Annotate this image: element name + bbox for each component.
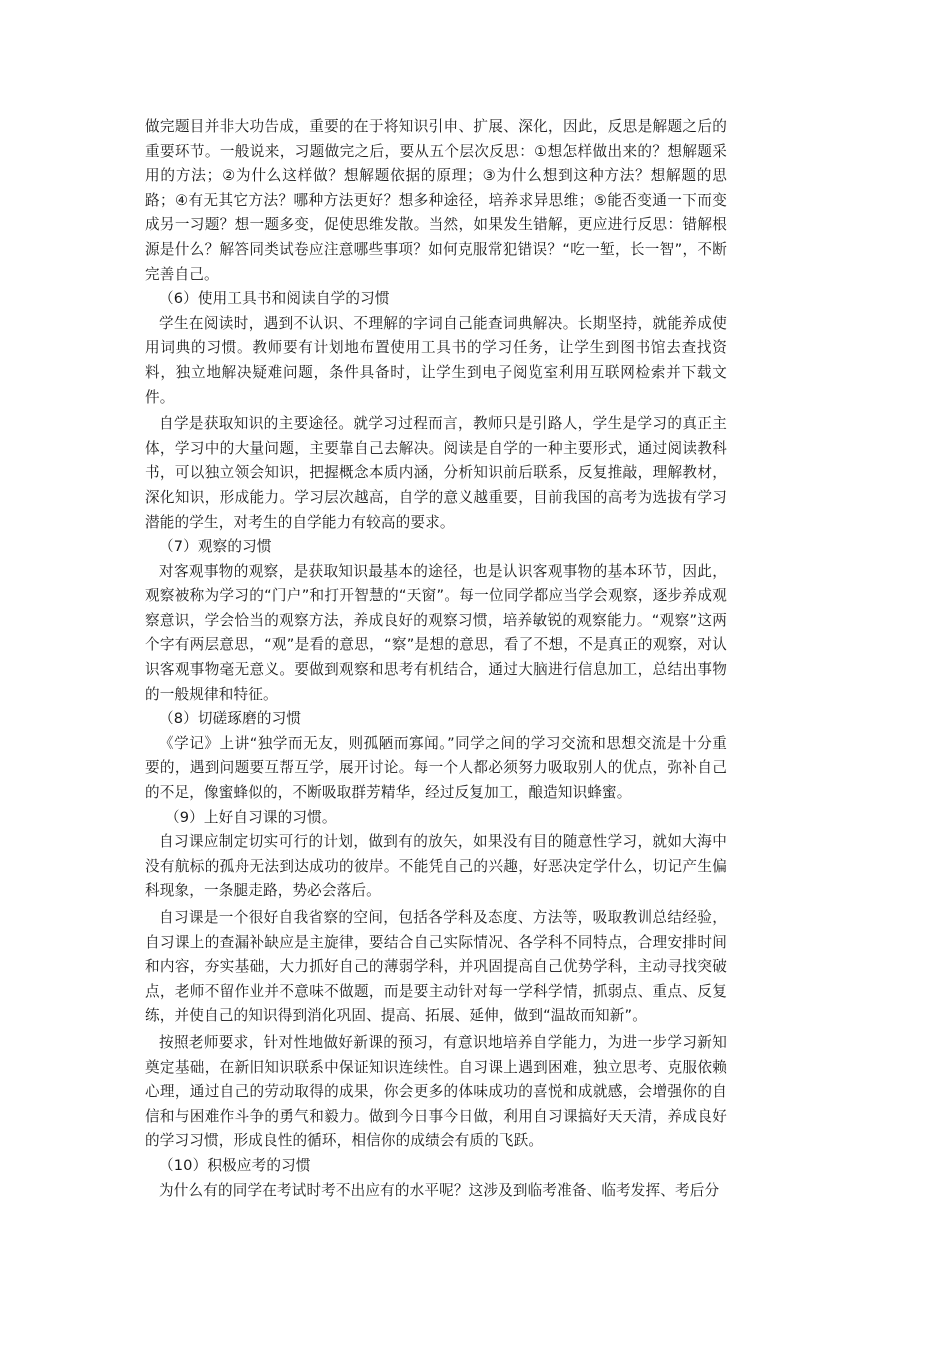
paragraph-discussion: 《学记》上讲“独学而无友，则孤陋而寡闻。”同学之间的学习交流和思想交流是十分重要的，遇到问题要互帮互学，展开讨论。每一个人都必须努力吸取别人的优点，弥补自己的不足，像蜜蜂似的，不断吸取群芳精华，经过反复加工，酿造知识蜂蜜。 bbox=[145, 734, 727, 802]
heading-discussion: （8）切磋琢磨的习惯 bbox=[159, 710, 302, 728]
heading-reference-books: （6）使用工具书和阅读自学的习惯 bbox=[159, 290, 390, 308]
paragraph-self-study: 自学是获取知识的主要途径。就学习过程而言，教师只是引路人，学生是学习的真正主体，学习中的大量问题，主要靠自己去解决。阅读是自学的一种主要形式，通过阅读教科书，可以独立领会知识，把握概念本质内涵，分析知识前后联系，反复推敲，理解教材，深化知识，形成能力。学习层次越高，自学的意义越重要，目前我国的高考为选拔有学习潜能的学生，对考生的自学能力有较高的要求。 bbox=[145, 415, 727, 531]
paragraph-exam-performance: 为什么有的同学在考试时考不出应有的水平呢？这涉及到临考准备、临考发挥、考后分 bbox=[159, 1181, 720, 1199]
paragraph-observation: 对客观事物的观察，是获取知识最基本的途径，也是认识客观事物的基本环节，因此，观察被称为学习的“门户”和打开智慧的“天窗”。每一位同学都应当学会观察，逐步养成观察意识，学会恰当的观察方法，养成良好的观察习惯，培养敏锐的观察能力。“观察”这两个字有两层意思，“观”是看的意思，“察”是想的意思，看了不想，不是真正的观察，对认识客观事物毫无意义。要做到观察和思考有机结合，通过大脑进行信息加工，总结出事物的一般规律和特征。 bbox=[145, 562, 727, 703]
document-page bbox=[145, 115, 727, 1203]
heading-exam-taking: （10）积极应考的习惯 bbox=[159, 1156, 311, 1174]
paragraph-preview: 按照老师要求，针对性地做好新课的预习，有意识地培养自学能力，为进一步学习新知奠定基础，在新旧知识联系中保证知识连续性。自习课上遇到困难，独立思考、克服依赖心理，通过自己的劳动取得的成果，你会更多的体味成功的喜悦和成就感，会增强你的自信和与困难作斗争的勇气和毅力。做到今日事今日做，利用自习课搞好天天清，养成良好的学习习惯，形成良性的循环，相信你的成绩会有质的飞跃。 bbox=[145, 1033, 727, 1150]
heading-observation: （7）观察的习惯 bbox=[159, 538, 272, 556]
paragraph-self-reflection-space: 自习课是一个很好自我省察的空间，包括各学科及态度、方法等，吸取教训总结经验，自习课上的查漏补缺应是主旋律，要结合自己实际情况、各学科不同特点，合理安排时间和内容，夯实基础，大力抓好自己的薄弱学科，并巩固提高自己优势学科，主动寻找突破点，老师不留作业并不意味不做题，而是要主动针对每一学科学情，抓弱点、重点、反复练，并使自己的知识得到消化巩固、提高、拓展、延伸，做到“温故而知新”。 bbox=[145, 909, 727, 1025]
heading-self-study-class: （9）上好自习课的习惯。 bbox=[165, 808, 337, 826]
paragraph-reflection: 做完题目并非大功告成，重要的在于将知识引申、扩展、深化，因此，反思是解题之后的重要环节。一般说来，习题做完之后，要从五个层次反思：①想怎样做出来的？想解题采用的方法；②为什么这样做？想解题依据的原理；③为什么想到这种方法？想解题的思路；④有无其它方法？哪种方法更好？想多种途径，培养求异思维；⑤能否变通一下而变成另一习题？想一题多变，促使思维发散。当然，如果发生错解，更应进行反思：错解根源是什么？解答同类试卷应注意哪些事项？如何克服常犯错误？“吃一堑，长一智”，不断完善自己。 bbox=[145, 118, 727, 283]
paragraph-dictionary: 学生在阅读时，遇到不认识、不理解的字词自己能查词典解决。长期坚持，就能养成使用词典的习惯。教师要有计划地布置使用工具书的学习任务，让学生到图书馆去查找资料，独立地解决疑难问题，条件具备时，让学生到电子阅览室利用互联网检索并下载文件。 bbox=[145, 314, 727, 406]
paragraph-study-plan: 自习课应制定切实可行的计划，做到有的放矢，如果没有目的随意性学习，就如大海中没有航标的孤舟无法到达成功的彼岸。不能凭自己的兴趣，好恶决定学什么，切记产生偏科现象，一条腿走路，势必会落后。 bbox=[145, 833, 727, 900]
